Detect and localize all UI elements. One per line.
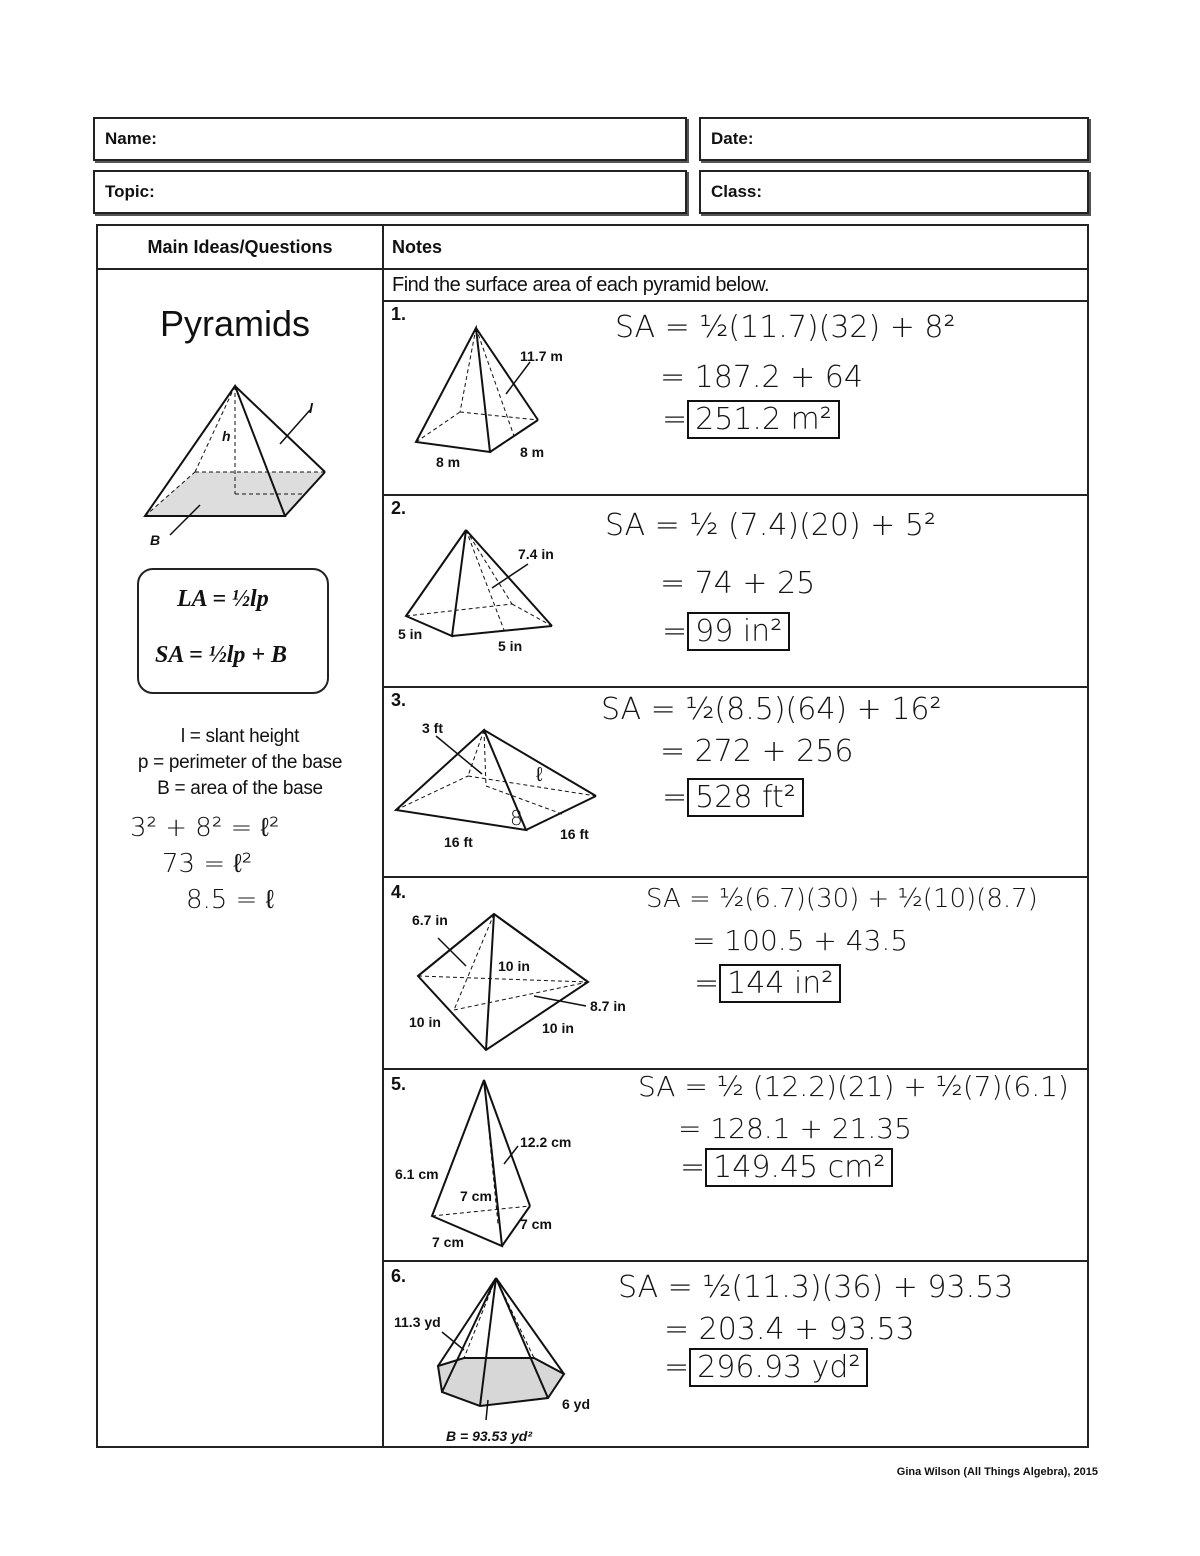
row-divider xyxy=(384,876,1087,878)
problem-1-line-1: SA = ½(11.7)(32) + 8² xyxy=(615,310,956,345)
problem-4-answer: = 144 in² xyxy=(694,966,841,1001)
problem-2-line-2: = 74 + 25 xyxy=(660,566,816,601)
problem-2-answer: = 99 in² xyxy=(662,614,790,649)
problem-1-answer-box: 251.2 m² xyxy=(687,400,840,439)
problem-5-label: 7 cm xyxy=(432,1234,464,1250)
problem-2-label: 5 in xyxy=(398,626,423,642)
problem-5-line-1: SA = ½ (12.2)(21) + ½(7)(6.1) xyxy=(638,1070,1069,1103)
footer-credit: Gina Wilson (All Things Algebra), 2015 xyxy=(896,1466,1098,1478)
problem-5-label: 7 cm xyxy=(460,1188,492,1204)
problem-6-line-1: SA = ½(11.3)(36) + 93.53 xyxy=(618,1270,1014,1305)
problem-4-label: 10 in xyxy=(542,1020,574,1036)
instructions: Find the surface area of each pyramid below. xyxy=(392,274,770,296)
problem-1-line-2: = 187.2 + 64 xyxy=(660,360,863,395)
class-label: Class: xyxy=(711,182,763,201)
date-label: Date: xyxy=(711,129,754,148)
formula-sa: SA = ½lp + B xyxy=(155,642,288,668)
topic-field[interactable] xyxy=(93,170,687,214)
problem-6-label: B = 93.53 yd² xyxy=(446,1428,532,1444)
problem-3-number: 3. xyxy=(391,690,407,710)
definitions xyxy=(98,724,382,802)
problem-3-pyramid xyxy=(392,726,602,836)
problem-6-line-2: = 203.4 + 93.53 xyxy=(664,1312,915,1347)
problem-6-label: 6 yd xyxy=(562,1396,591,1412)
problem-1-number: 1. xyxy=(391,304,407,324)
problem-2-number: 2. xyxy=(391,498,407,518)
main-ideas-header xyxy=(98,226,382,270)
notes-header xyxy=(384,226,1087,270)
problem-1-pyramid xyxy=(410,322,550,462)
problem-1-label: 8 m xyxy=(520,444,545,460)
problem-6-answer-box: 296.93 yd² xyxy=(689,1348,868,1387)
problem-1-label: 11.7 m xyxy=(520,348,563,364)
topic-label: Topic: xyxy=(105,182,155,201)
problem-5-answer: = 149.45 cm² xyxy=(680,1150,893,1185)
problem-2-pyramid xyxy=(400,524,560,644)
problem-5-label: 12.2 cm xyxy=(520,1134,572,1150)
problem-3-label: 8 xyxy=(510,806,523,830)
row-divider xyxy=(384,686,1087,688)
problem-3-line-2: = 272 + 256 xyxy=(660,734,854,769)
problem-3-answer: = 528 ft² xyxy=(662,780,804,815)
problem-2-label: 7.4 in xyxy=(518,546,554,562)
problem-4-label: 10 in xyxy=(498,958,530,974)
problem-5-label: 6.1 cm xyxy=(395,1166,439,1182)
problem-5-answer-box: 149.45 cm² xyxy=(705,1148,893,1187)
work-line-1: 3² + 8² = ℓ² xyxy=(130,813,280,843)
problem-4-label: 10 in xyxy=(409,1014,441,1030)
problem-5-label: 7 cm xyxy=(520,1216,552,1232)
diagram-label-h: h xyxy=(222,428,231,444)
problem-2-line-1: SA = ½ (7.4)(20) + 5² xyxy=(605,508,936,543)
problem-3-line-1: SA = ½(8.5)(64) + 16² xyxy=(601,692,942,727)
problem-4-answer-box: 144 in² xyxy=(719,964,841,1003)
def-perimeter: p = perimeter of the base xyxy=(137,752,343,773)
notes-label: Notes xyxy=(392,236,443,257)
problem-6-answer: = 296.93 yd² xyxy=(664,1350,868,1385)
sidebar-title: Pyramids xyxy=(160,303,311,344)
problem-4-label: 6.7 in xyxy=(412,912,448,928)
formula-la: LA = ½lp xyxy=(177,586,269,612)
problem-3-answer-box: 528 ft² xyxy=(687,778,804,817)
def-base-area: B = area of the base xyxy=(157,778,323,799)
problem-6-label: 11.3 yd xyxy=(394,1314,441,1330)
main-ideas-label: Main Ideas/Questions xyxy=(147,236,333,257)
name-label: Name: xyxy=(105,129,157,148)
problem-4-line-1: SA = ½(6.7)(30) + ½(10)(8.7) xyxy=(646,884,1038,914)
problem-4-label: 8.7 in xyxy=(590,998,626,1014)
problem-5-line-2: = 128.1 + 21.35 xyxy=(678,1112,912,1145)
diagram-label-l: l xyxy=(309,400,313,416)
problem-1-label: 8 m xyxy=(436,454,461,470)
name-field[interactable] xyxy=(93,117,687,161)
problem-2-label: 5 in xyxy=(498,638,523,654)
problem-6-number: 6. xyxy=(391,1266,407,1286)
problem-1-answer: = 251.2 m² xyxy=(662,402,840,437)
row-divider xyxy=(384,300,1087,302)
row-divider xyxy=(384,494,1087,496)
problem-2-answer-box: 99 in² xyxy=(687,612,790,651)
problem-3-label: 3 ft xyxy=(422,720,443,736)
class-field[interactable] xyxy=(699,170,1089,214)
problem-5-number: 5. xyxy=(391,1074,407,1094)
row-divider xyxy=(384,1260,1087,1262)
date-field[interactable] xyxy=(699,117,1089,161)
def-slant-height: l = slant height xyxy=(180,726,300,747)
work-line-3: 8.5 = ℓ xyxy=(186,885,275,915)
problem-6-pyramid xyxy=(424,1274,574,1424)
column-divider xyxy=(382,226,384,1446)
work-line-2: 73 = ℓ² xyxy=(162,849,253,879)
diagram-label-B: B xyxy=(150,532,161,548)
formula-box xyxy=(137,568,329,694)
problem-3-label: 16 ft xyxy=(560,826,589,842)
problem-3-label: 16 ft xyxy=(444,834,473,850)
problem-4-line-2: = 100.5 + 43.5 xyxy=(692,924,909,957)
problem-3-label: ℓ xyxy=(536,762,543,786)
problem-4-number: 4. xyxy=(391,882,407,902)
